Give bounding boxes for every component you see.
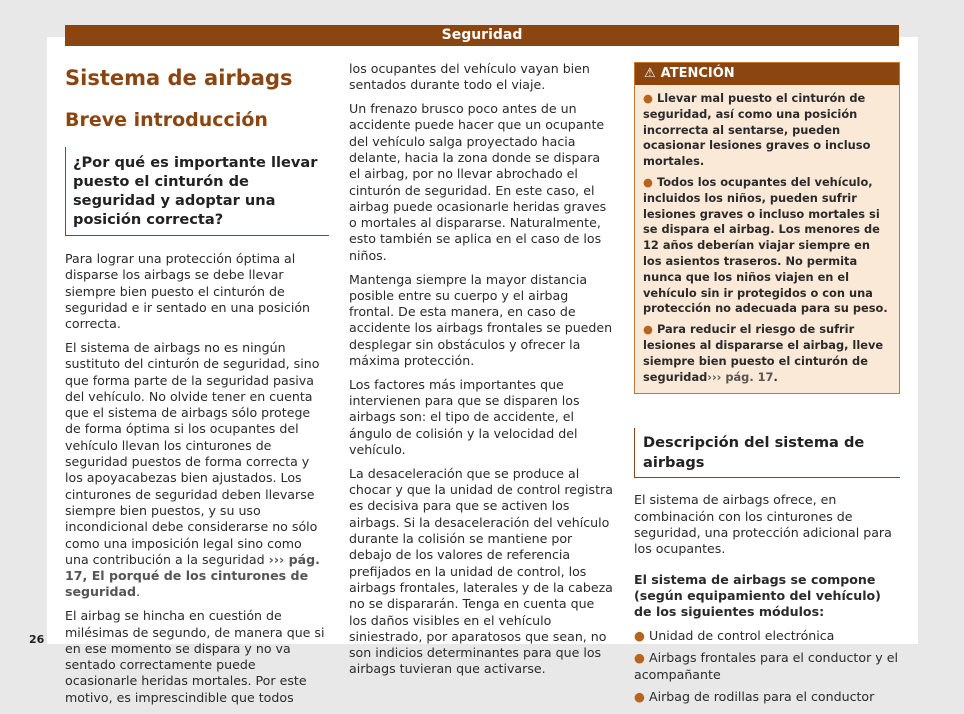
- warning-icon: ⚠: [644, 66, 656, 81]
- attention-header: [635, 63, 899, 85]
- attention-title: ATENCIÓN: [660, 66, 735, 81]
- column-right: [634, 62, 900, 711]
- paragraph: El sistema de airbags ofrece, en combinación con los cinturones de seguridad, una protección adicional para los ocupantes.: [634, 492, 892, 557]
- attention-item-end: .: [773, 369, 778, 384]
- paragraph: La desaceleración que se produce al chocar y que la unidad de control registra es decisiva para que se activen los airbags. Si la desaceleración del vehículo durante la colisión se mantiene por debajo de los valores de referencia prefijados en la unidad de control, los airbags frontales, laterales y de la cabeza no se dispararán. Tenga en cuenta que los daños visibles en el vehículo siniestrado, por aparatosos que sean, no son indicios determinantes para que los airbags tuvieran que activarse.: [349, 465, 613, 677]
- list-item: [634, 650, 900, 683]
- column-left: [65, 60, 329, 714]
- attention-box: [634, 62, 900, 394]
- paragraph: Para lograr una protección óptima al disparse los airbags se debe llevar siempre bien puesto el cinturón de seguridad e ir sentado en una posición correcta.: [65, 251, 311, 332]
- paragraph: El airbag se hincha en cuestión de milésimas de segundo, de manera que si en ese momento se dispara y no va sentado correctamente puede ocasionarle heridas mortales. Por este motivo, es imprescindible que todos: [65, 608, 325, 705]
- list-item-text: Airbag de rodillas para el conductor: [649, 688, 875, 704]
- bullet-icon: ●: [643, 91, 653, 105]
- subtitle: Breve introducción: [65, 109, 268, 131]
- paragraph: Mantenga siempre la mayor distancia posible entre su cuerpo y el airbag frontal. De esta manera, en caso de accidente los airbags frontales se pueden desplegar sin obstáculos y ofrecer la máxima protección.: [349, 271, 613, 369]
- attention-item-text: Para reducir el riesgo de sufrir lesiones al dispararse el airbag, lleve siempre bien puesto el cinturón de seguridad: [643, 322, 884, 384]
- paragraph: Un frenazo brusco poco antes de un accidente puede hacer que un ocupante del vehículo salga proyectado hacia delante, hacia la zona donde se dispara el airbag, por no llevar abrochado el cinturón de seguridad. En este caso, el airbag puede ocasionarle heridas graves o mortales al dispararse. Naturalmente, esto también se aplica en el caso de los niños.: [349, 101, 607, 263]
- bullet-icon: ●: [634, 650, 645, 666]
- components-heading: El sistema de airbags se compone (según equipamiento del vehículo) de los siguientes módulos:: [634, 571, 881, 620]
- paragraph: Los factores más importantes que intervienen para que se disparen los airbags son: el tipo de accidente, el ángulo de colisión y la velocidad del vehículo.: [349, 376, 580, 458]
- list-item: [634, 628, 900, 644]
- bullet-icon: ●: [643, 322, 653, 337]
- list-item: [634, 689, 900, 705]
- paragraph-end: .: [136, 584, 141, 600]
- page-reference-link[interactable]: ››› pág. 17, El porqué de los cinturones de seguridad: [65, 551, 320, 600]
- attention-item-text: Todos los ocupantes del vehículo, incluidos los niños, pueden sufrir lesiones graves o incluso mortales si se dispara el airbag. Los menores de 12 años deberían viajar siempre en los asientos traseros. No permita nunca que los niños viajen en el vehículo sin ir protegidos o con una protección no adecuada para su peso.: [643, 174, 888, 316]
- paragraph: [65, 340, 329, 601]
- page-title: Sistema de airbags: [65, 66, 293, 90]
- question-heading: ¿Por qué es importante llevar puesto el cinturón de seguridad y adoptar una posición correcta?: [65, 147, 329, 236]
- attention-body: [635, 85, 899, 393]
- column-middle: [349, 61, 614, 685]
- section-heading: Descripción del sistema de airbags: [634, 428, 900, 478]
- bullet-icon: ●: [634, 627, 645, 643]
- list-item-text: Airbags frontales para el conductor y el acompañante: [634, 650, 898, 682]
- attention-item: [643, 322, 891, 385]
- section-header: Seguridad: [65, 25, 899, 46]
- page-reference-link[interactable]: ››› pág. 17: [707, 369, 774, 384]
- list-item-text: Unidad de control electrónica: [649, 627, 835, 643]
- attention-item-text: Llevar mal puesto el cinturón de seguridad, así como una posición incorrecta al sentarse, pueden ocasionar lesiones graves o incluso mortales.: [643, 91, 871, 169]
- page-number: 26: [29, 633, 45, 646]
- paragraph-text: El sistema de airbags no es ningún sustituto del cinturón de seguridad, sino que forma parte de la seguridad pasiva del vehículo. No olvide tener en cuenta que el sistema de airbags sólo protege de forma óptima si los ocupantes del vehículo llevan los cinturones de seguridad puestos de forma correcta y los apoyacabezas bien ajustados. Los cinturones de seguridad deben llevarse siempre bien puestos, y su uso incondicional debe considerarse no sólo como una imposición legal sino como una contribución a la seguridad: [65, 339, 320, 567]
- attention-item: [643, 175, 891, 317]
- bullet-icon: ●: [634, 688, 645, 704]
- attention-item: [643, 91, 891, 170]
- paragraph: los ocupantes del vehículo vayan bien sentados durante todo el viaje.: [349, 61, 590, 93]
- bullet-icon: ●: [643, 174, 653, 189]
